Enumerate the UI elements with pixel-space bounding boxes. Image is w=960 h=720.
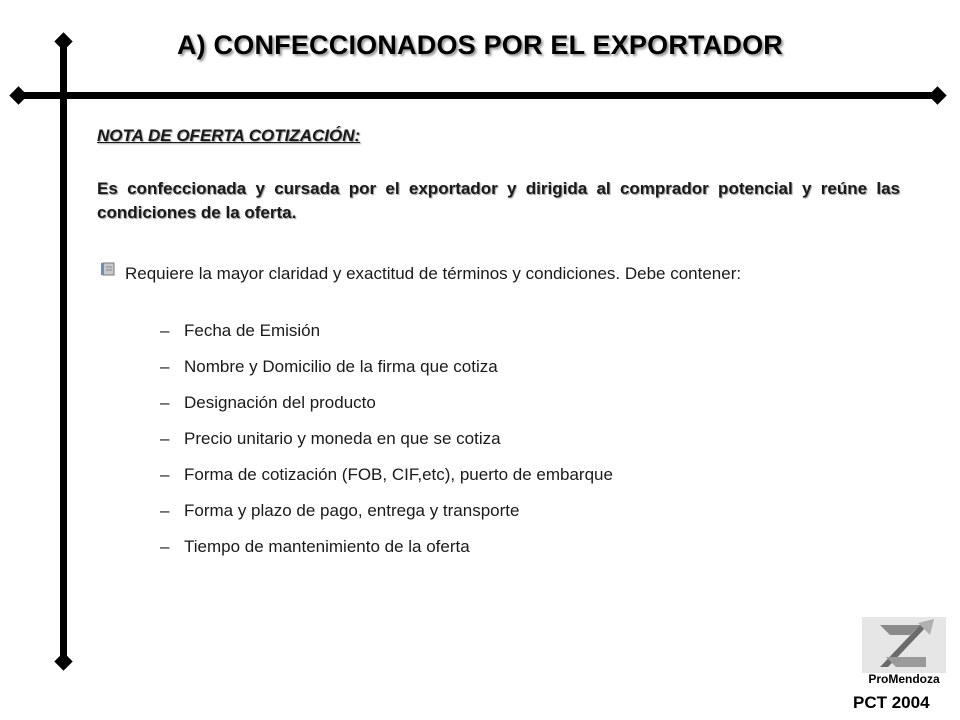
diamond-right-icon — [928, 86, 946, 104]
dash-bullet: – — [160, 501, 170, 520]
dash-bullet: – — [160, 393, 170, 412]
slide-title: A) CONFECCIONADOS POR EL EXPORTADOR — [176, 30, 784, 60]
dash-bullet: – — [160, 321, 170, 340]
list-item — [160, 536, 613, 572]
list-item-label: Forma y plazo de pago, entrega y transporte — [184, 501, 520, 520]
list-item-label: Precio unitario y moneda en que se cotiza — [184, 429, 501, 448]
vertical-rule — [60, 40, 67, 662]
list-item-label: Tiempo de mantenimiento de la oferta — [184, 537, 470, 556]
dash-bullet: – — [160, 465, 170, 484]
dash-bullet: – — [160, 537, 170, 556]
list-item-label: Designación del producto — [184, 393, 376, 412]
diamond-bottom-icon — [54, 652, 72, 670]
diamond-top-icon — [54, 32, 72, 50]
list-item — [160, 464, 613, 500]
list-item-label: Forma de cotización (FOB, CIF,etc), puerto de embarque — [184, 465, 613, 484]
list-item-label: Fecha de Emisión — [184, 321, 321, 340]
logo-name: ProMendoza — [868, 672, 940, 686]
intro-paragraph: Es confeccionada y cursada por el exportador y dirigida al comprador potencial y reúne las condiciones de la oferta. — [97, 179, 900, 222]
list-item — [160, 392, 613, 428]
requirements-list — [160, 320, 613, 572]
dash-bullet: – — [160, 429, 170, 448]
list-item-label: Nombre y Domicilio de la firma que cotiza — [184, 357, 498, 376]
dash-bullet: – — [160, 357, 170, 376]
requirement-text: Requiere la mayor claridad y exactitud de términos y condiciones. Debe contener: — [125, 264, 742, 283]
list-item — [160, 320, 613, 356]
footer-code: PCT 2004 — [853, 693, 930, 712]
notebook-bullet-icon — [100, 262, 115, 276]
list-item — [160, 500, 613, 536]
section-heading: NOTA DE OFERTA COTIZACIÓN: — [97, 126, 361, 145]
horizontal-rule — [18, 92, 938, 99]
list-item — [160, 428, 613, 464]
list-item — [160, 356, 613, 392]
diamond-left-icon — [9, 86, 27, 104]
